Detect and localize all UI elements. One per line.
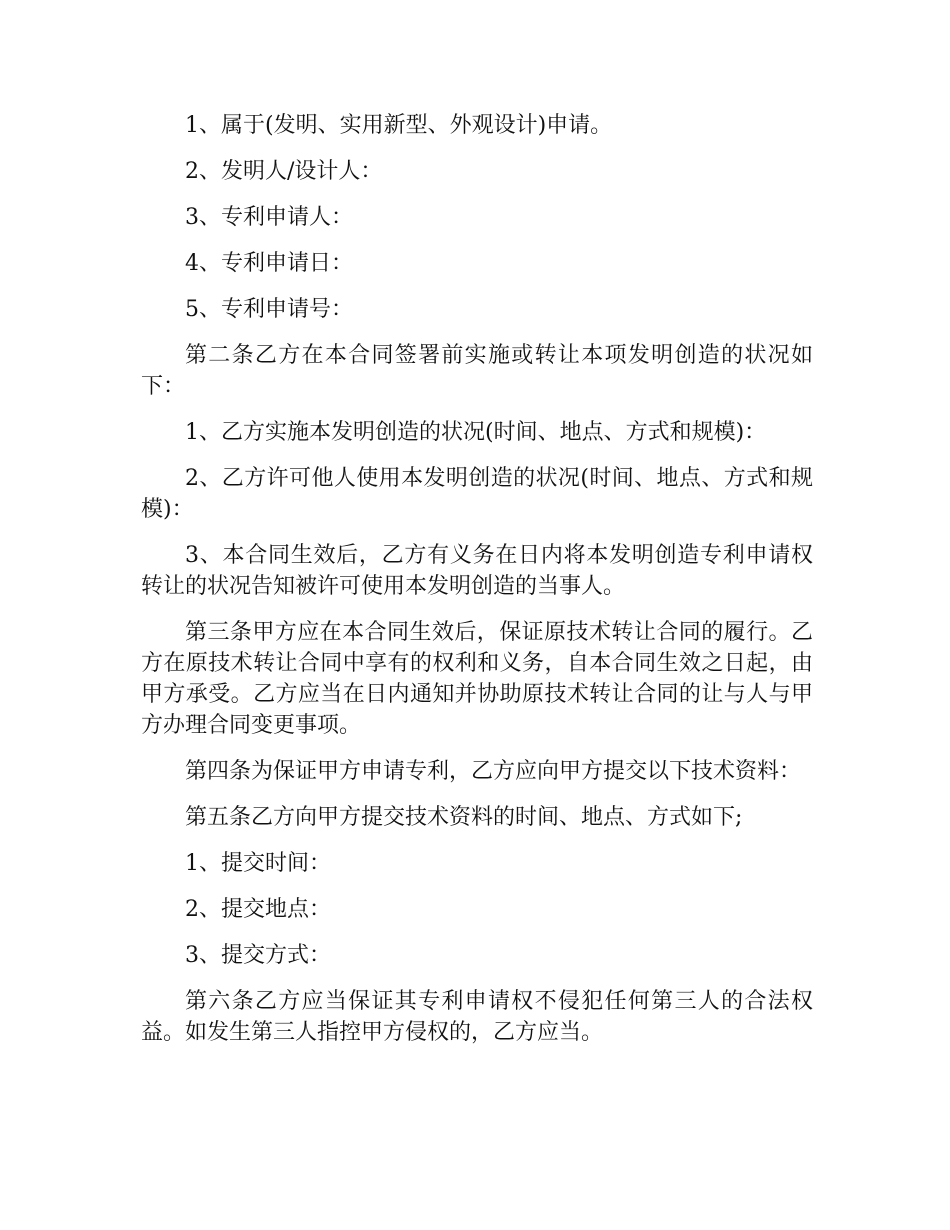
article-2-item-1: 1、乙方实施本发明创造的状况(时间、地点、方式和规模)： (185, 420, 767, 445)
article-2-item-3: 3、本合同生效后，乙方有义务在日内将本发明创造专利申请权转让的状况告知被许可使用本发明创造的当事人。 (141, 543, 813, 599)
article-5-item-3: 3、提交方式： (185, 943, 331, 968)
article-3: 第三条甲方应在本合同生效后，保证原技术转让合同的履行。乙方在原技术转让合同中享有的权利和义务，自本合同生效之日起，由甲方承受。乙方应当在日内通知并协助原技术转让合同的让与人与甲方办理合同变更事项。 (141, 620, 813, 738)
article-2-item-2: 2、乙方许可他人使用本发明创造的状况(时间、地点、方式和规模)： (141, 466, 813, 522)
paragraph-item-1: 1、属于(发明、实用新型、外观设计)申请。 (185, 113, 613, 138)
article-2-heading: 第二条乙方在本合同签署前实施或转让本项发明创造的状况如下： (141, 343, 813, 399)
article-5: 第五条乙方向甲方提交技术资料的时间、地点、方式如下; (185, 805, 743, 830)
paragraph-item-4: 4、专利申请日： (185, 251, 353, 276)
document-body (141, 110, 813, 1063)
article-5-item-2: 2、提交地点： (185, 897, 331, 922)
paragraph-item-5: 5、专利申请号： (185, 297, 353, 322)
paragraph-item-2: 2、发明人/设计人： (185, 159, 383, 184)
article-4: 第四条为保证甲方申请专利，乙方应向甲方提交以下技术资料： (185, 759, 802, 784)
paragraph-item-3: 3、专利申请人： (185, 205, 353, 230)
article-5-item-1: 1、提交时间： (185, 851, 331, 876)
article-6: 第六条乙方应当保证其专利申请权不侵犯任何第三人的合法权益。如发生第三人指控甲方侵权的，乙方应当。 (141, 989, 813, 1045)
